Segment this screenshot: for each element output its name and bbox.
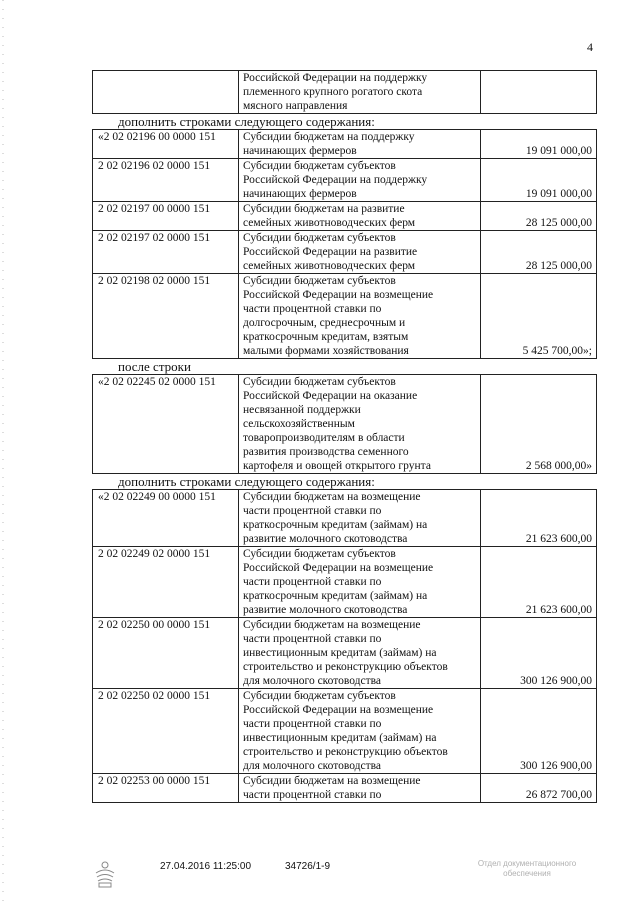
description-cell: Субсидии бюджетам на возмещение части процентной ставки по краткосрочным кредитам (займам) на развитие молочного скотоводства [239,490,481,547]
table-row [93,774,597,803]
amount-cell: 28 125 000,00 [481,202,597,231]
description-cell: Субсидии бюджетам на поддержку начинающих фермеров [239,130,481,159]
budget-code-cell: 2 02 02250 02 0000 151 [93,689,239,774]
description-cell: Субсидии бюджетам субъектов Российской Федерации на возмещение части процентной ставки по инвестиционным кредитам (займам) на строительство и реконструкцию объектов для молочного скотоводства [239,689,481,774]
budget-code-cell: 2 02 02197 02 0000 151 [93,231,239,274]
budget-table [92,70,597,114]
table-row [93,689,597,774]
table-row [93,274,597,359]
amount-cell: 2 568 000,00» [481,375,597,474]
footer-datetime: 27.04.2016 11:25:00 [160,861,252,872]
description-cell: Российской Федерации на поддержку племенного крупного рогатого скота мясного направления [239,71,481,114]
scan-edge-artifact [2,0,4,905]
budget-code-cell: 2 02 02253 00 0000 151 [93,774,239,803]
description-cell: Субсидии бюджетам на возмещение части процентной ставки по [239,774,481,803]
footer-watermark [452,859,602,879]
footer-doc-number: 34726/1-9 [285,861,331,872]
document-body [92,70,596,803]
instruction-line: после строки [118,359,191,374]
amount-cell [481,71,597,114]
table-row [93,547,597,618]
table-row [93,490,597,547]
page-number: 4 [587,40,593,54]
table-row [93,375,597,474]
amount-cell: 5 425 700,00»; [481,274,597,359]
amount-cell: 300 126 900,00 [481,689,597,774]
budget-code-cell: 2 02 02198 02 0000 151 [93,274,239,359]
budget-code-cell: 2 02 02197 00 0000 151 [93,202,239,231]
instruction-line: дополнить строками следующего содержания: [118,474,375,489]
stamp-emblem-icon [93,859,117,889]
amount-cell: 28 125 000,00 [481,231,597,274]
watermark-line-2: обеспечения [503,869,551,878]
table-row [93,231,597,274]
amount-cell: 21 623 600,00 [481,490,597,547]
budget-code-cell: 2 02 02250 00 0000 151 [93,618,239,689]
description-cell: Субсидии бюджетам на возмещение части процентной ставки по инвестиционным кредитам (займам) на строительство и реконструкцию объектов для молочного скотоводства [239,618,481,689]
amount-cell: 19 091 000,00 [481,130,597,159]
description-cell: Субсидии бюджетам субъектов Российской Федерации на возмещение части процентной ставки по краткосрочным кредитам (займам) на развитие молочного скотоводства [239,547,481,618]
table-row [93,71,597,114]
budget-table [92,489,597,803]
table-row [93,202,597,231]
amount-cell: 26 872 700,00 [481,774,597,803]
description-cell: Субсидии бюджетам субъектов Российской Федерации на оказание несвязанной поддержки сельскохозяйственным товаропроизводителям в области развития производства семенного картофеля и овощей открытого грунта [239,375,481,474]
description-cell: Субсидии бюджетам субъектов Российской Федерации на развитие семейных животноводческих ферм [239,231,481,274]
budget-code-cell: 2 02 02196 02 0000 151 [93,159,239,202]
table-row [93,159,597,202]
instruction-line: дополнить строками следующего содержания: [118,114,375,129]
budget-code-cell: «2 02 02245 02 0000 151 [93,375,239,474]
footer [0,857,640,897]
description-cell: Субсидии бюджетам субъектов Российской Федерации на возмещение части процентной ставки по долгосрочным, среднесрочным и краткосрочным кредитам, взятым малыми формами хозяйствования [239,274,481,359]
budget-code-cell: 2 02 02249 02 0000 151 [93,547,239,618]
description-cell: Субсидии бюджетам на развитие семейных животноводческих ферм [239,202,481,231]
table-row [93,130,597,159]
amount-cell: 300 126 900,00 [481,618,597,689]
budget-table [92,129,597,359]
amount-cell: 21 623 600,00 [481,547,597,618]
amount-cell: 19 091 000,00 [481,159,597,202]
watermark-line-1: Отдел документационного [477,859,577,868]
budget-code-cell: «2 02 02249 00 0000 151 [93,490,239,547]
budget-table [92,374,597,474]
budget-code-cell [93,71,239,114]
table-row [93,618,597,689]
description-cell: Субсидии бюджетам субъектов Российской Федерации на поддержку начинающих фермеров [239,159,481,202]
budget-code-cell: «2 02 02196 00 0000 151 [93,130,239,159]
